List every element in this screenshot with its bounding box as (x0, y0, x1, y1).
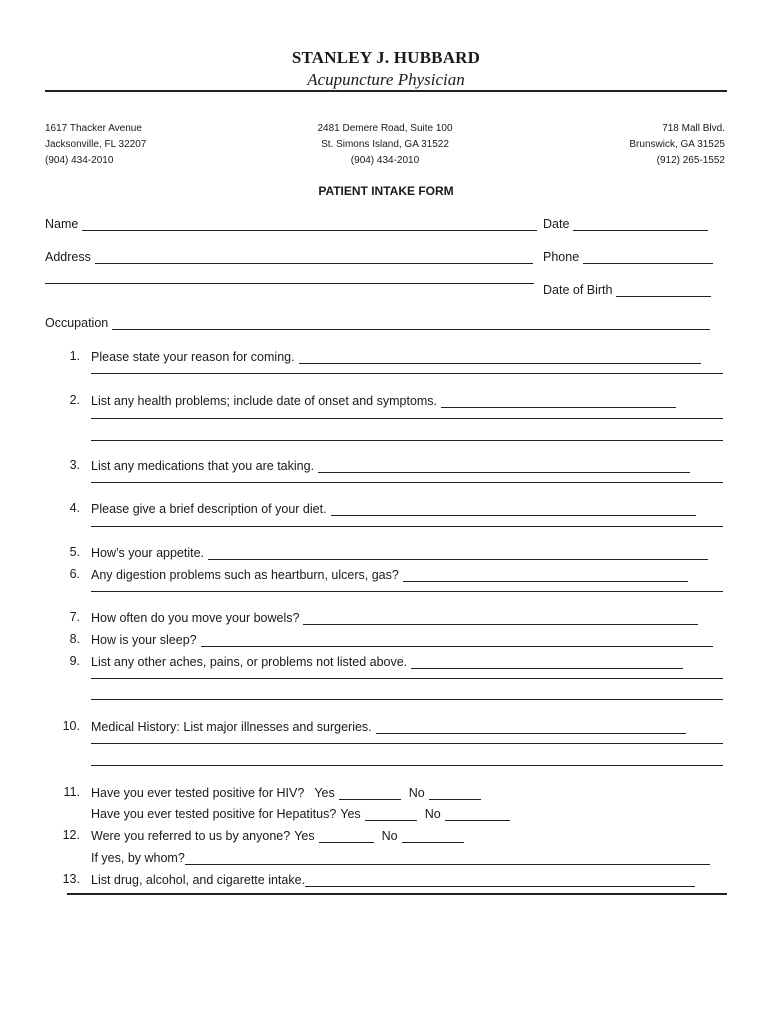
date-field[interactable] (573, 216, 708, 231)
date-row (543, 216, 708, 231)
office-address-brunswick (525, 121, 725, 169)
name-field[interactable] (82, 216, 537, 231)
office-phone: (904) 434-2010 (350, 155, 420, 166)
question-5 (91, 545, 708, 560)
occupation-field[interactable] (112, 315, 710, 330)
question-number: 10. (62, 719, 80, 733)
address-field[interactable] (95, 249, 533, 264)
office-city: Brunswick, GA 31525 (629, 139, 725, 150)
no-label: No (424, 807, 441, 821)
question-text: List any health problems; include date of onset and symptoms. (91, 394, 438, 408)
office-street: 718 Mall Blvd. (662, 123, 725, 134)
referred-no-field[interactable] (402, 828, 464, 843)
question-text: If yes, by whom? (91, 851, 185, 865)
no-label: No (408, 786, 425, 800)
question-text: How is your sleep? (91, 633, 197, 647)
question-1 (91, 349, 701, 364)
form-title: PATIENT INTAKE FORM (318, 184, 454, 198)
question-number: 2. (69, 393, 80, 407)
question-text: How often do you move your bowels? (91, 611, 300, 625)
no-label: No (381, 829, 398, 843)
answer-field[interactable] (305, 872, 695, 887)
answer-field[interactable] (331, 501, 696, 516)
question-text: Have you ever tested positive for Hepatitus? (91, 807, 337, 821)
physician-title: Acupuncture Physician (307, 70, 465, 89)
answer-line[interactable] (91, 418, 723, 419)
answer-field[interactable] (403, 567, 688, 582)
occupation-row (45, 315, 710, 330)
hiv-no-field[interactable] (429, 785, 481, 800)
office-phone: (912) 265-1552 (656, 155, 725, 166)
name-row (45, 216, 537, 231)
answer-field[interactable] (411, 654, 683, 669)
answer-line[interactable] (91, 743, 723, 744)
physician-name: STANLEY J. HUBBARD (291, 48, 481, 67)
office-street: 1617 Thacker Avenue (45, 123, 142, 134)
question-text: How’s your appetite. (91, 546, 205, 560)
question-number: 9. (69, 654, 80, 668)
answer-line[interactable] (91, 765, 723, 766)
question-text: Please state your reason for coming. (91, 350, 295, 364)
question-text: Were you referred to us by anyone? (91, 829, 291, 843)
question-number: 5. (69, 545, 80, 559)
footer-divider (67, 893, 727, 895)
question-number: 3. (69, 458, 80, 472)
dob-row (543, 282, 711, 297)
question-8 (91, 632, 713, 647)
dob-label: Date of Birth (543, 283, 613, 297)
answer-line[interactable] (91, 373, 723, 374)
question-text: Any digestion problems such as heartburn, ulcers, gas? (91, 568, 399, 582)
question-13 (91, 872, 695, 887)
office-address-st-simons (285, 121, 485, 169)
question-number: 8. (69, 632, 80, 646)
question-number: 7. (69, 610, 80, 624)
office-street: 2481 Demere Road, Suite 100 (317, 123, 453, 134)
referred-yes-field[interactable] (319, 828, 374, 843)
answer-field[interactable] (201, 632, 713, 647)
question-text: List drug, alcohol, and cigarette intake. (91, 873, 306, 887)
question-7 (91, 610, 698, 625)
date-label: Date (543, 217, 570, 231)
answer-field[interactable] (299, 349, 701, 364)
office-phone: (904) 434-2010 (45, 155, 114, 166)
answer-line[interactable] (91, 678, 723, 679)
question-text: List any medications that you are taking. (91, 459, 315, 473)
question-11-hepatitis (91, 806, 510, 821)
answer-field[interactable] (303, 610, 698, 625)
question-2 (91, 393, 676, 408)
yes-label: Yes (340, 807, 361, 821)
question-text: List any other aches, pains, or problems not listed above. (91, 655, 408, 669)
question-number: 1. (69, 349, 80, 363)
header-divider (45, 90, 727, 92)
yes-label: Yes (314, 786, 335, 800)
dob-field[interactable] (616, 282, 711, 297)
question-12 (91, 828, 464, 843)
answer-line[interactable] (91, 440, 723, 441)
address-label: Address (45, 250, 91, 264)
answer-field[interactable] (376, 719, 686, 734)
question-number: 12. (62, 828, 80, 842)
question-text: Medical History: List major illnesses and surgeries. (91, 720, 372, 734)
question-text: Have you ever tested positive for HIV? (91, 786, 305, 800)
answer-field[interactable] (441, 393, 676, 408)
answer-field[interactable] (318, 458, 690, 473)
phone-label: Phone (543, 250, 580, 264)
answer-line[interactable] (91, 482, 723, 483)
office-address-jacksonville (45, 121, 146, 169)
office-city: St. Simons Island, GA 31522 (321, 139, 449, 150)
answer-field[interactable] (208, 545, 708, 560)
question-11-hiv (91, 785, 481, 800)
hepatitis-yes-field[interactable] (365, 806, 417, 821)
answer-line[interactable] (91, 699, 723, 700)
office-city: Jacksonville, FL 32207 (45, 139, 147, 150)
yes-label: Yes (294, 829, 315, 843)
question-number: 4. (69, 501, 80, 515)
question-number: 6. (69, 567, 80, 581)
address-row (45, 249, 533, 264)
question-10 (91, 719, 686, 734)
answer-line[interactable] (91, 591, 723, 592)
question-12-referrer (91, 850, 710, 865)
question-number: 11. (63, 785, 80, 799)
address-line-2-field[interactable] (45, 283, 534, 284)
question-3 (91, 458, 690, 473)
phone-field[interactable] (583, 249, 713, 264)
question-4 (91, 501, 696, 516)
hepatitis-no-field[interactable] (445, 806, 510, 821)
question-number: 13. (62, 872, 80, 886)
question-6 (91, 567, 688, 582)
question-text: Please give a brief description of your diet. (91, 502, 327, 516)
phone-row (543, 249, 713, 264)
occupation-label: Occupation (45, 316, 109, 330)
hiv-yes-field[interactable] (339, 785, 401, 800)
name-label: Name (45, 217, 79, 231)
referrer-field[interactable] (185, 850, 710, 865)
answer-line[interactable] (91, 526, 723, 527)
letterhead (45, 48, 727, 90)
question-9 (91, 654, 683, 669)
